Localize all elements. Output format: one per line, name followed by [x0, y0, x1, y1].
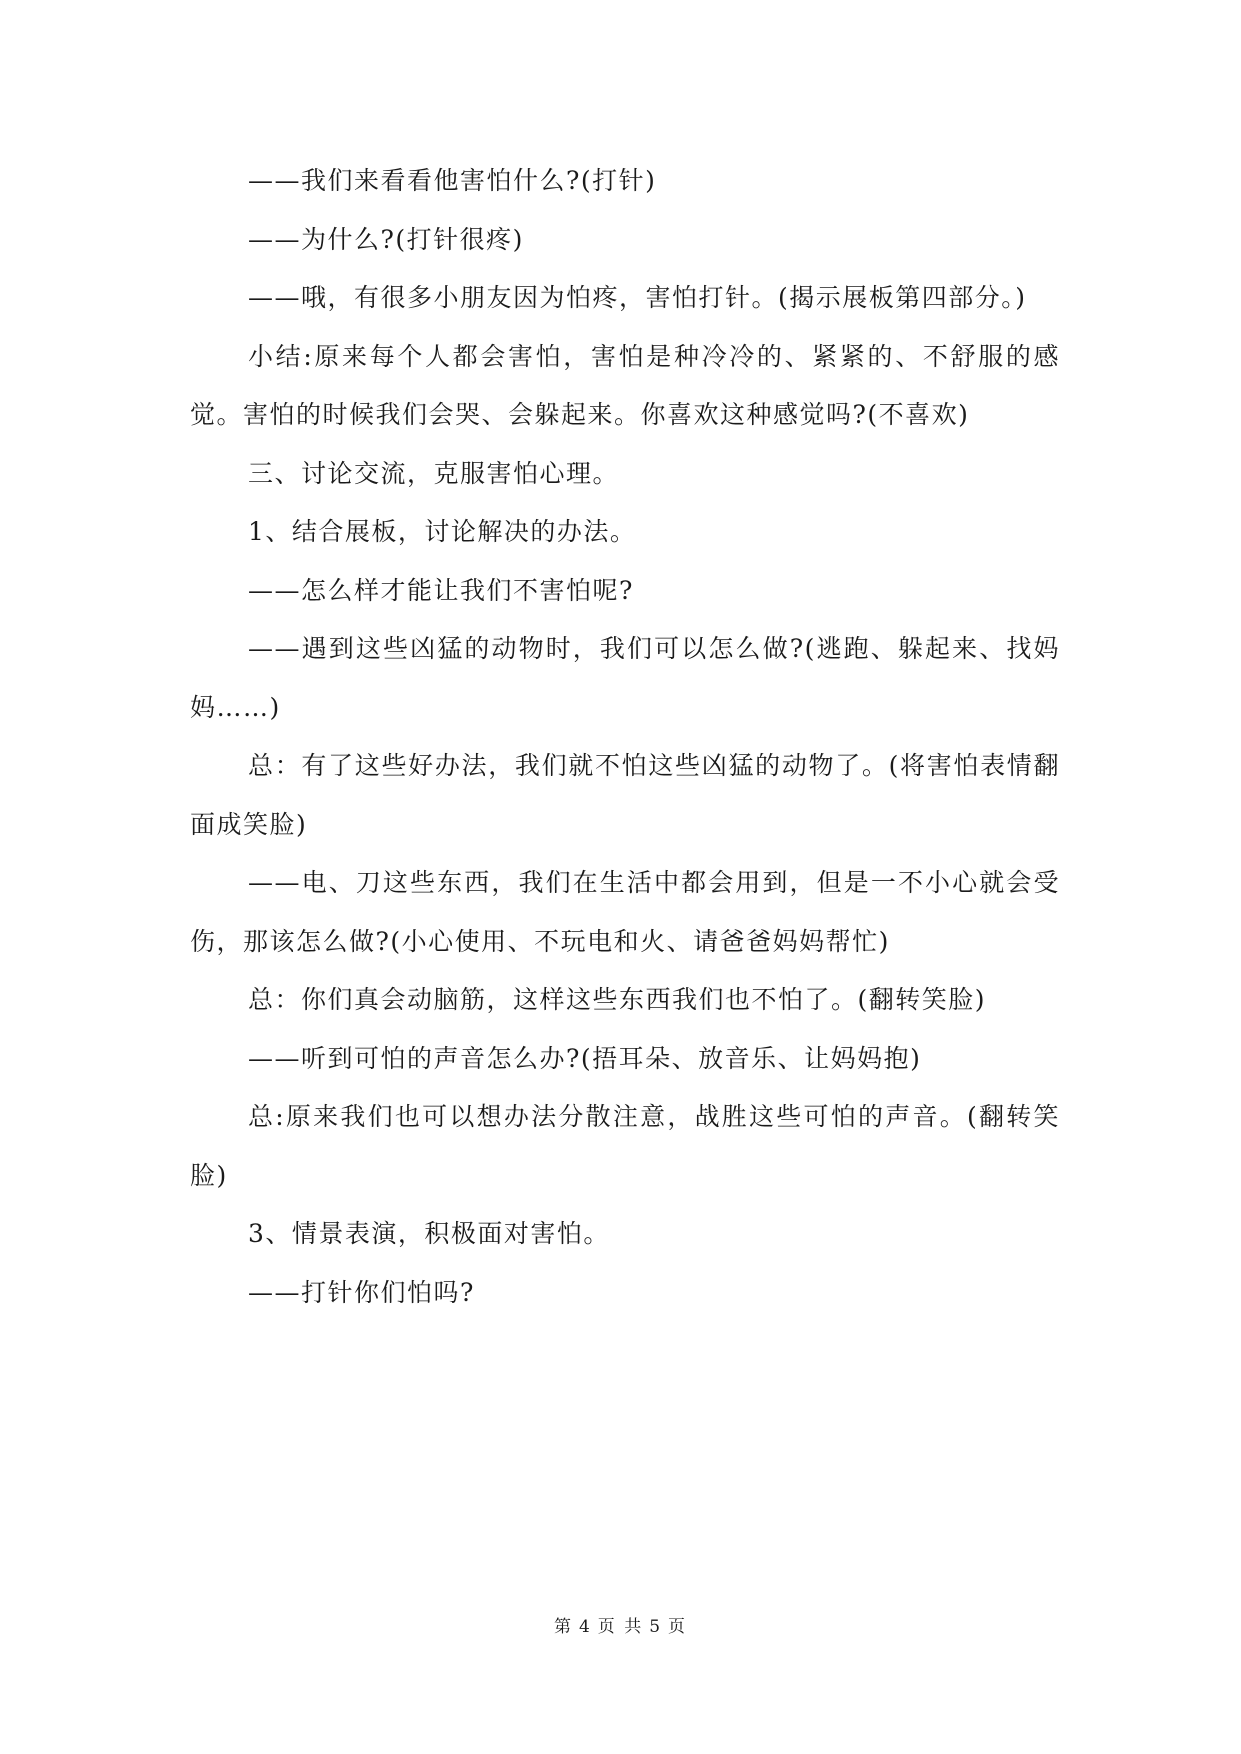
paragraph: 总：有了这些好办法，我们就不怕这些凶猛的动物了。(将害怕表情翻面成笑脸)	[190, 751, 1060, 839]
page-body	[190, 152, 1060, 1322]
paragraph: 总:原来我们也可以想办法分散注意，战胜这些可怕的声音。(翻转笑脸)	[190, 1102, 1060, 1190]
paragraph: 小结:原来每个人都会害怕，害怕是种冷冷的、紧紧的、不舒服的感觉。害怕的时候我们会哭、会躲起来。你喜欢这种感觉吗?(不喜欢)	[190, 341, 1060, 429]
paragraph: ——听到可怕的声音怎么办?(捂耳朵、放音乐、让妈妈抱)	[248, 1043, 922, 1073]
paragraph: 三、讨论交流，克服害怕心理。	[248, 458, 620, 488]
paragraph: ——遇到这些凶猛的动物时，我们可以怎么做?(逃跑、躲起来、找妈妈……)	[190, 634, 1060, 722]
paragraph: ——为什么?(打针很疼)	[248, 224, 524, 254]
footer-prefix: 第	[553, 1617, 573, 1637]
footer-middle: 页 共	[597, 1617, 644, 1637]
footer-current-page: 4	[578, 1617, 592, 1637]
page-footer	[0, 1612, 1241, 1637]
paragraph: ——我们来看看他害怕什么?(打针)	[248, 166, 657, 195]
footer-total-pages: 5	[649, 1617, 663, 1637]
footer-suffix: 页	[668, 1617, 688, 1637]
paragraph: 总：你们真会动脑筋，这样这些东西我们也不怕了。(翻转笑脸)	[248, 985, 987, 1014]
paragraph: ——哦，有很多小朋友因为怕疼，害怕打针。(揭示展板第四部分。)	[248, 283, 1027, 312]
paragraph: 1、结合展板，讨论解决的办法。	[248, 517, 637, 546]
paragraph: 3、情景表演，积极面对害怕。	[248, 1219, 610, 1248]
paragraph: ——打针你们怕吗?	[248, 1277, 475, 1307]
paragraph: ——电、刀这些东西，我们在生活中都会用到，但是一不小心就会受伤，那该怎么做?(小心使用、不玩电和火、请爸爸妈妈帮忙)	[190, 868, 1060, 956]
paragraph: ——怎么样才能让我们不害怕呢?	[248, 575, 634, 605]
